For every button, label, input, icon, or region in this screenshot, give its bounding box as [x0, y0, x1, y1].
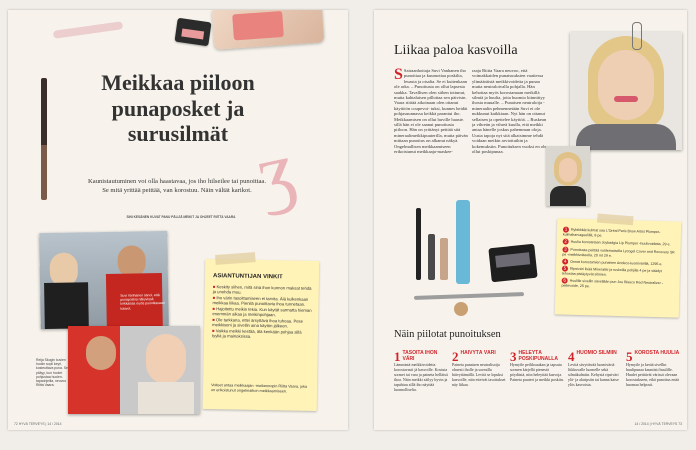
tips-list [211, 284, 313, 378]
photo2-caption: Reija Skogin kuvien huolin sopii keyri, kosteuttava puna. Se pitäyy, kun hoolet pohjustaa huolen-tapaohjeilla, neuvoo Riitta Vaara. [36, 358, 68, 388]
tip-item: ■ Ole tarkkana, ettei ärsyttävä ihoa tuhoaa. Pese meikkiseni ja sivellin aina käytön jälkeen. [212, 317, 304, 329]
step-2: 2 HÄIVYTÄ VÄRI Paineta punaisen neutralisoija ohuesti iholle ja sormilla häivyttämällä. Levitä se lopuksi kasvoille, niin etteivät tasoitukset näy liikaa. [452, 350, 506, 387]
product-item: 1 Rybikkkät kulmat saa L'Oréal Paris Brow Artist Plumper-kulmakarvageelillä, 8 pe. [562, 226, 661, 238]
product-list-box [555, 218, 681, 317]
left-page [8, 10, 348, 430]
right-body-col2: raaja Riitta Vaara neuvoo, että voimakkaiden punaisuuksien vaatiessa ylimääräistä meikkivoidetta ja punaa mutta neutraloivalla pohjalla. Hän kehottaa myös korostamaan meikillä silmiä ja huulia, jotta huomio kiinnittyy ihosta muualle. – Punaisen neutraloija -mineraalin pehmennetään Suvi ei ole nukkunut kaikkiaan. Nyt hän on ottanut sellaisen ja opettelee käyttöä. – Ruskean ja vihreän ja vihreä kuulla, että meikki antaa hänelle joskus pahemman oloja. Uusia tapoja nyt sitä alkaisimme tehdä voidaan meikin arvioituihin ja kokemuksiin. Punoituksen vuoksi en ole ollut poskipunaa. [472, 68, 547, 155]
lipstick-stroke-image [53, 21, 123, 39]
how-to-title: Näin piilotat punoituksen [394, 329, 501, 340]
tips-footer: Voiteet antaa meikkaajan -meikennopin Riitta Vaara, joka on erikoistunut ongelmaihon meikkaamiseen. [211, 383, 308, 394]
products-image [404, 198, 544, 318]
cosmetics-compact-image [212, 10, 325, 50]
step-4: 4 HUOMIO SILMIIN Levitä sävyttävää luomiväriä liikkuvalle luomelle sekä silmäkulmiin. Kehystä ripsiväri ylä- ja alaripsiin tai kanna katse ylös kasvoista. [568, 350, 619, 387]
tip-item: ■ Keskity siihen, mitä sinä ihon kunnon maksat tehdä ja unohda muu. [212, 284, 312, 295]
article-title: Meikkaa piiloon punaposket ja surusilmät [101, 70, 255, 146]
makeup-photo [68, 326, 200, 414]
right-page [374, 10, 687, 430]
portrait-photo-small [546, 146, 590, 206]
product-item: 2 Huulia korostetaan Joybadgia Lip Plumper -huulivoidetta, 29 e. [564, 238, 671, 247]
right-body-col1: S Sairaanhoitaja Suvi Vanhanen iho punoittaa ja kuumottaa poskilta, leuasta ja otsalta. Se ei kuitenkaan ole arka. – Punoitusta on ollut lapsesta saakka. Tavallisen olen siihen tottunut, mutta kahtalaisen pillottaa sen päivisin. Vaara riittää aikoinaan olen ottanut käyttöön coupevoi- tuksi, kunnes heidät pohjasuunnassa keikkä parantui iho. Meikkaamisen on ollut huville haaste. sillä hän ei ole saanut punoitusta piiloon. Hän on yrittänyt peittää sitä mineraalimeikkipuuterilla, mutta päivän mittaan punoitus on alkanut näkyä. Ongelmallisen meikkaamiseen erikoistunut meikkaaja-maskee- [394, 68, 468, 155]
mascara-image [41, 78, 47, 200]
compact-closed-image [174, 18, 211, 46]
article-credits: SINI KESÄNEN KUVAT PANU PÄLIJÄ MEIKIT JA OHJEET RIITTA VAARA [126, 215, 236, 219]
tip-item: ■ Vaikka meikki kestää, älä kenkään pohjaa sillä tyyliä ja mainoksissa. [211, 328, 302, 339]
product-item: 5 Ripsiväri lisää Mineralisi ja ruskeilla pohjilla 4 pe ja säädyt tehostaa pistäytyvät silmien. [561, 265, 662, 277]
tip-item: ■ Iho värin tasoittamiseen ei tarvita. Älä kulkenkaan meikkaa liikaa. Pienilä punoittavia ihoa tunnetaan. [212, 295, 309, 307]
photo1-caption: Suvi Vanhanen sanoi, että punaposkia näkyvissä kirkkaissa myös punoittavaan kasvot. [120, 293, 165, 311]
lipstick-swatch-image: ʒ [249, 124, 303, 219]
article-lead: Kaunistautuminen voi olla haastavaa, jos iho hilseilee tai punoittaa. Se mitä yrittää peittää, van korostuu. Näin vältät karikot. [88, 178, 266, 194]
tip-item: ■ Hajoitettu meikin tekia. Kun käytät sarmatta hieman enemmän aikaa ja meikinpohjaan. [212, 306, 312, 318]
tips-title: ASIANTUNTIJAN VINKIT [212, 273, 283, 281]
product-item: 4 Onnat korostumien punaisen Artdeco-luomivärillä, 1295 e. [563, 258, 663, 266]
paper-clip-icon [632, 22, 642, 50]
left-page-footer: 72 HYVÄ TERVEYS | 14 / 2014 [14, 422, 62, 426]
product-item: 6 Huulille sivellin sävellään pun Joe Blasco Red Neutralizer -peitevoide, 25 pe. [561, 277, 664, 289]
step-5: 5 KOROSTA HUULIA Hymyile ja kerää sivellin huulipunaa kauniisti huulille. Huulet peittävät värissä olevaan korostukseen, eikä punoitus enää huomaa helposti. [626, 350, 680, 387]
interview-photo [39, 231, 169, 329]
product-list [561, 227, 677, 316]
tips-box [203, 259, 320, 411]
step-3: 3 HELEYTÄ POSKIPUNALLA Hymyile peiliksuukan ja tapsuta sormen kärjellä pienestä pöydästä, niin heleyttää kasvoja. Paineta puuteri ja meikki poskiin. [510, 350, 564, 382]
steps-row [394, 350, 682, 420]
right-page-footer: 14 / 2014 | HYVÄ TERVEYS 73 [634, 422, 682, 426]
portrait-photo-large [570, 32, 682, 150]
right-title: Liikaa paloa kasvoilla [394, 43, 518, 58]
step-1: 1 TASOITA IHON VÄRI Lämmintä meikkivoidetta korostavasti jä kasvoille. Kostuta sormet tai vara ja paineta helläisti ihoa. Näin meikki säilyy hyvin ja tapahtuu sillä iho näyttää luonnolliselta. [394, 350, 448, 392]
product-item: 3 Punoitusta peittää voidemaisella Lycogel Cover and Recovery SK pe -meikkivoiteella, 20 mI 29 e. [562, 246, 675, 258]
